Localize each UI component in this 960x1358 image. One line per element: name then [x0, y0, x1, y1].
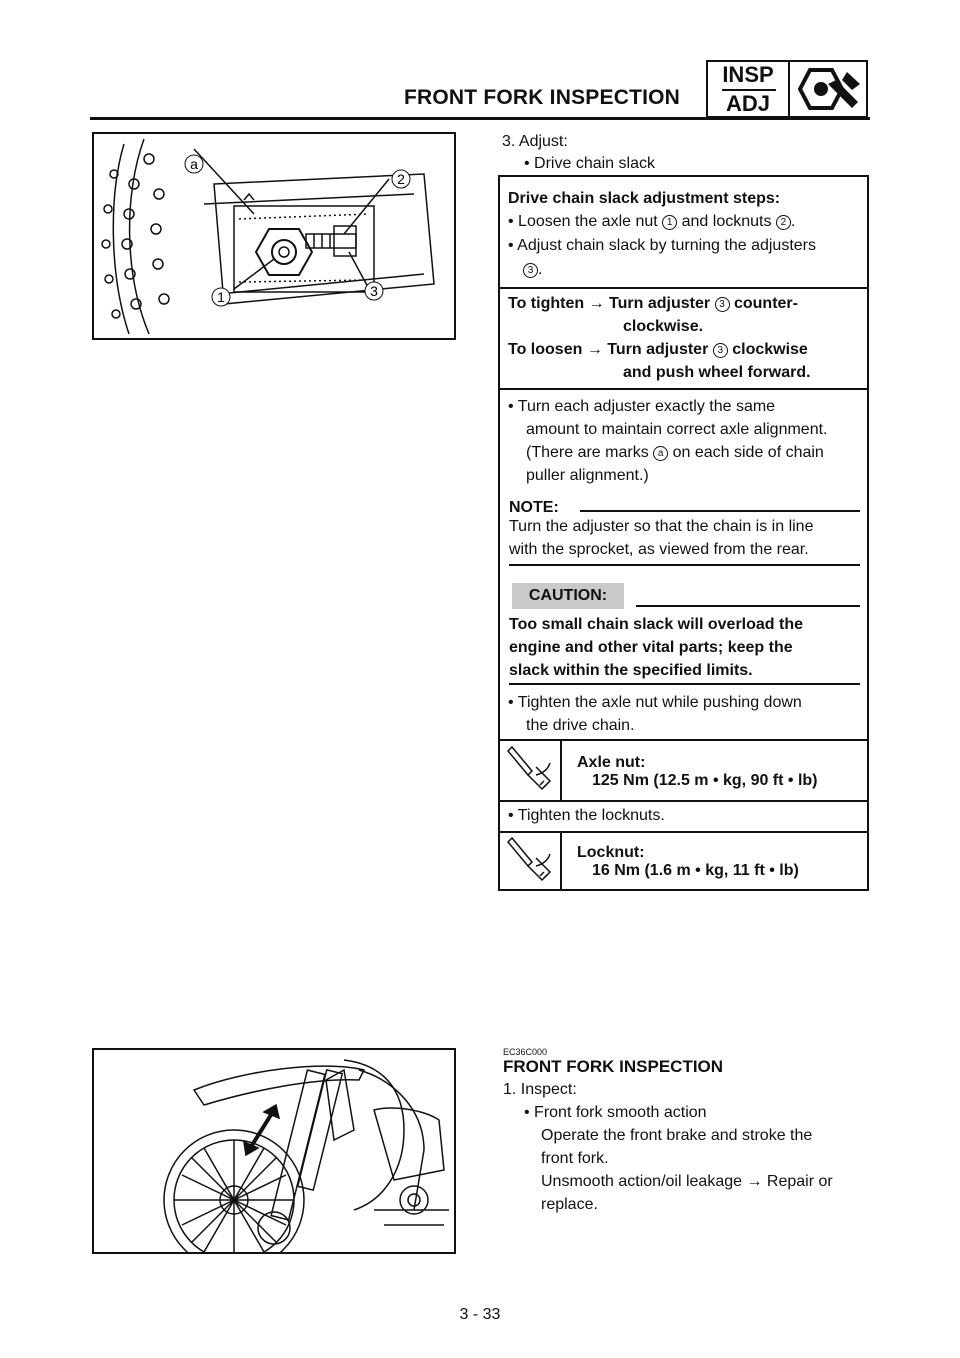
to-tighten-line1 — [508, 293, 798, 315]
ref-mark-a: a — [653, 446, 668, 461]
locknut-torque: 16 Nm (1.6 m • kg, 11 ft • lb) — [592, 862, 799, 879]
turn-line4: puller alignment.) — [526, 467, 649, 484]
callout-3: 3 — [370, 283, 378, 299]
caution-line1: Too small chain slack will overload the — [509, 616, 804, 633]
ref-num-2: 2 — [776, 215, 791, 230]
to-loosen-line2: and push wheel forward. — [623, 364, 811, 381]
torque-divider — [560, 831, 562, 891]
callout-a: a — [190, 156, 198, 172]
section-code: EC36C000 — [503, 1047, 548, 1057]
turn-line3 — [526, 442, 824, 464]
wrench-nut-icon — [792, 62, 866, 116]
caution-rule — [636, 605, 860, 607]
badge-bottom-label: ADJ — [725, 91, 770, 116]
note-line2: with the sprocket, as viewed from the rear. — [509, 541, 809, 558]
box-divider — [498, 800, 869, 802]
axle-adjuster-illustration — [94, 134, 454, 338]
note-end-rule — [509, 564, 860, 566]
ref-num-3: 3 — [715, 297, 730, 312]
step3-item: • Drive chain slack — [524, 155, 655, 172]
front-fork-figure — [92, 1048, 456, 1254]
caution-line3: slack within the specified limits. — [509, 662, 753, 679]
turn-line2: amount to maintain correct axle alignment. — [526, 421, 828, 438]
box-divider — [498, 831, 869, 833]
locknut-label: Locknut: — [577, 844, 645, 861]
tighten-axle-line2: the drive chain. — [526, 717, 635, 734]
box-heading: Drive chain slack adjustment steps: — [508, 190, 781, 207]
inspect-line2: front fork. — [541, 1150, 609, 1167]
axle-adjuster-figure — [92, 132, 456, 340]
badge-divider-vertical — [788, 62, 790, 116]
inspect-line1: Operate the front brake and stroke the — [541, 1127, 813, 1144]
to-tighten-text: To tighten → Turn adjuster — [508, 295, 711, 312]
caution-line2: engine and other vital parts; keep the — [509, 639, 793, 656]
step-adjust-line1: • Adjust chain slack by turning the adjusters — [508, 237, 816, 254]
box-divider — [498, 739, 869, 741]
turn-line3-b: on each side of chain — [672, 444, 824, 461]
to-tighten-text-b: counter- — [733, 295, 798, 312]
inspect-label: 1. Inspect: — [503, 1081, 577, 1098]
torque-divider — [560, 739, 562, 801]
page-title: FRONT FORK INSPECTION — [404, 86, 681, 109]
caution-label: CAUTION: — [512, 583, 624, 609]
torque-wrench-icon — [504, 836, 556, 886]
tighten-axle-line1: • Tighten the axle nut while pushing down — [508, 694, 802, 711]
to-loosen-text-b: clockwise — [732, 341, 808, 358]
box-divider — [498, 388, 869, 390]
step-loosen — [508, 211, 795, 233]
turn-line1: • Turn each adjuster exactly the same — [508, 398, 776, 415]
ref-num-1: 1 — [662, 215, 677, 230]
ref-num-3: 3 — [713, 343, 728, 358]
to-tighten-line2: clockwise. — [623, 318, 704, 335]
box-divider — [498, 287, 869, 289]
section-heading: FRONT FORK INSPECTION — [503, 1057, 724, 1076]
step3-label: 3. Adjust: — [502, 133, 568, 150]
badge-divider-horizontal — [722, 89, 776, 91]
step-loosen-text-c: . — [790, 213, 796, 230]
ref-num-3: 3 — [523, 263, 538, 278]
turn-line3-a: (There are marks — [526, 444, 649, 461]
step-loosen-text-a: • Loosen the axle nut — [508, 213, 658, 230]
note-line1: Turn the adjuster so that the chain is in line — [509, 518, 814, 535]
callout-2: 2 — [397, 171, 405, 187]
step-adjust-dot: . — [538, 261, 543, 278]
axle-nut-torque: 125 Nm (12.5 m • kg, 90 ft • lb) — [592, 772, 818, 789]
note-rule — [580, 510, 860, 512]
step-loosen-text-b: and locknuts — [681, 213, 772, 230]
inspect-line4: replace. — [541, 1196, 598, 1213]
badge-top-label: INSP — [722, 62, 774, 87]
inspect-line3: Unsmooth action/oil leakage → Repair or — [541, 1173, 833, 1190]
tighten-locknuts: • Tighten the locknuts. — [508, 807, 665, 824]
to-loosen-line1 — [508, 339, 808, 361]
axle-nut-label: Axle nut: — [577, 754, 646, 771]
torque-wrench-icon — [504, 745, 556, 795]
caution-end-rule — [509, 683, 860, 685]
callout-1: 1 — [217, 289, 225, 305]
front-fork-illustration — [94, 1050, 454, 1252]
inspect-item: • Front fork smooth action — [524, 1104, 707, 1121]
page-number: 3 - 33 — [459, 1306, 501, 1323]
note-label: NOTE: — [509, 499, 559, 516]
step-adjust-line2 — [523, 259, 542, 281]
to-loosen-text: To loosen → Turn adjuster — [508, 341, 709, 358]
